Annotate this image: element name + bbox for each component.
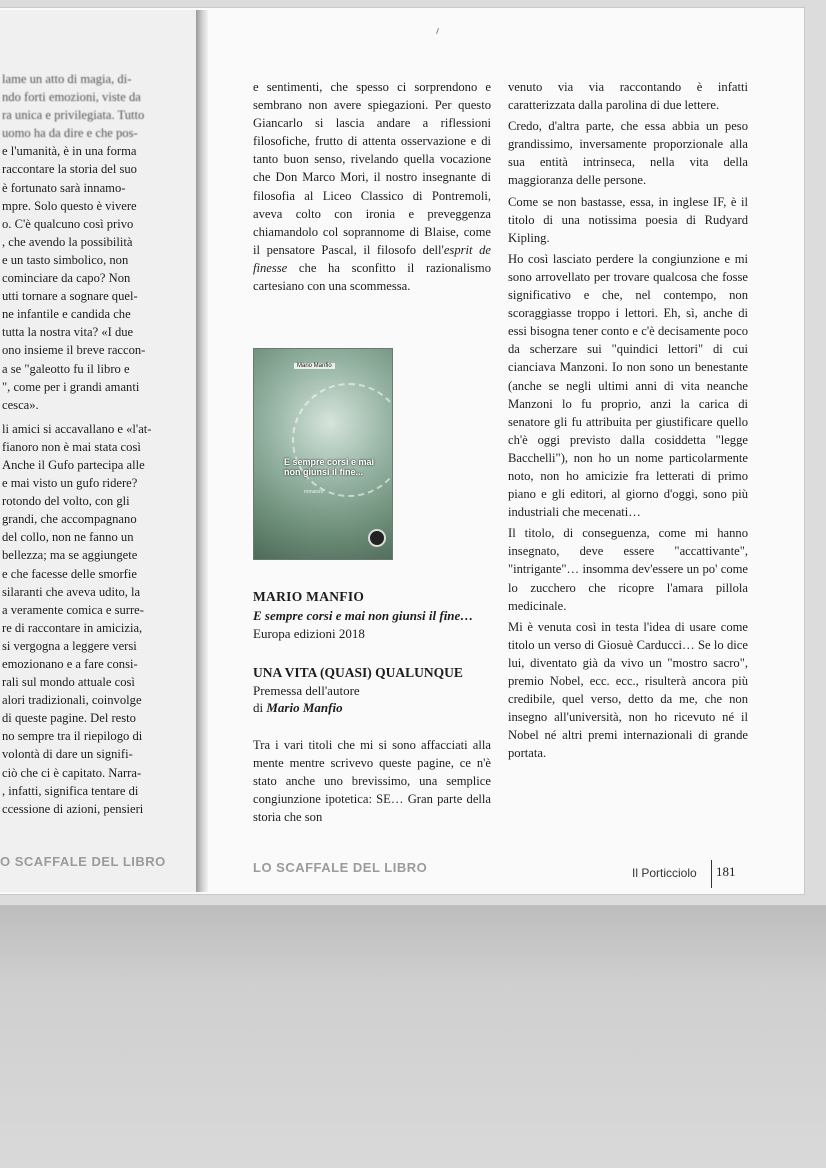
- left-column-line: ono insieme il breve raccon-: [2, 343, 146, 358]
- left-column-line: o. C'è qualcuno così privo: [2, 216, 134, 231]
- paragraph: Come se non bastasse, essa, in inglese IF, è il titolo di una notissima poesia di Rudyard Kipling.: [508, 194, 748, 245]
- left-column-line: emozionano e a fare consi-: [2, 657, 138, 671]
- left-column-line: rali sul mondo attuale così: [2, 675, 135, 690]
- page-number: 181: [716, 864, 736, 879]
- left-column-line: si vergogna a leggere versi: [2, 638, 137, 653]
- page-gutter: [196, 10, 208, 892]
- left-column-line: ndo forti emozioni, viste da: [2, 90, 141, 105]
- middle-column-text-2: [253, 736, 491, 829]
- middle-column-text: [253, 78, 491, 298]
- section-subtitle: Premessa dell'autore: [253, 683, 360, 698]
- left-column-line: ne infantile e candida che: [2, 307, 131, 322]
- section-byline: di Mario Manfio: [253, 700, 343, 715]
- left-column-line: rotondo del volto, con gli: [2, 494, 130, 509]
- left-column-text: [2, 70, 196, 818]
- book-cover-image: [253, 348, 393, 560]
- left-column-line: ccessione di azioni, pensieri: [2, 801, 144, 816]
- publisher-logo-icon: [368, 529, 386, 547]
- left-column-line: lame un atto di magia, di-: [2, 72, 132, 86]
- left-column-line: Anche il Gufo partecipa alle: [2, 457, 145, 472]
- right-column-text: [508, 78, 748, 765]
- left-column-line: del collo, non ne fanno un: [2, 530, 134, 545]
- left-column-line: cesca».: [2, 397, 39, 412]
- left-column-line: re di raccontare in amicizia,: [2, 620, 143, 635]
- footer-divider: [711, 860, 712, 888]
- left-column-line: e mai visto un gufo ridere?: [2, 476, 138, 491]
- cover-clock-graphic: [292, 383, 393, 497]
- book-author: MARIO MANFIO: [253, 589, 365, 604]
- left-column-line: utti tornare a sognare quel-: [2, 289, 138, 304]
- left-column-line: bellezza; ma se aggiungete: [2, 548, 138, 563]
- left-column-line: , che avendo la possibilità: [2, 234, 133, 249]
- cover-subtitle: romanzo: [304, 489, 324, 495]
- section-title: UNA VITA (QUASI) QUALUNQUE: [253, 665, 463, 680]
- footer-magazine-name: Il Porticciolo: [632, 866, 697, 880]
- left-column-line: fianoro non è mai stata così: [2, 439, 141, 454]
- left-column-line: uomo ha da dire e che pos-: [2, 126, 138, 141]
- left-column-line: li amici si accavallano e «l'at-: [2, 421, 152, 436]
- book-title: E sempre corsi e mai non giunsi il fine…: [253, 608, 474, 623]
- paragraph: Mi è venuta così in testa l'idea di usare come titolo un verso di Giosuè Carducci… Se lo dice lui, diventato già da vivo un "mostro sacro", premio Nobel, ecc. ecc., risulterà ancora più credibile, quel verso, detto da me, che non insegno all'università, non ho ricevuto né il Nobel né altri premi internazionali di grande portata.: [508, 619, 748, 761]
- left-column-line: tutta la nostra vita? «I due: [2, 325, 134, 340]
- left-column-line: volontà di dare un signifi-: [2, 747, 133, 762]
- background-surface: [0, 905, 826, 1168]
- paragraph: Ho così lasciato perdere la congiunzione e mi sono arrovellato per trovare qualcosa che fosse significativo e che, nel contempo, non scoraggiasse troppo i lettori. Eh, sì, anche di essi bisogna tener conto e c'è decisamente poco da scherzare sui "quindici lettori" di cui cianciava Manzoni. Io non sono un benestante (anche se negli ultimi anni di vita neanche Manzoni lo fu proprio, anzi la carica di senatore gli fu attribuita per giustificare quello ch'è oggi previsto dalla cosiddetta "legge Bacchelli"), non ho un nome particolarmente noto, non ho amicizie fra letterati di primo piano e gli editori, al giorno d'oggi, sono più industriali che mecenati…: [508, 251, 748, 520]
- left-column-line: no sempre tra il riepilogo di: [2, 729, 143, 744]
- cover-title: E sempre corsi e mai non giunsi il fine...: [284, 457, 375, 477]
- left-column-line: e l'umanità, è in una forma: [2, 144, 137, 159]
- paragraph: e sentimenti, che spesso ci sorprendono e sembrano non avere spiegazioni. Per questo Giancarlo si lascia andare a riflessioni filosofiche, frutto di attenta osservazione e di tanto buon senso, rivelando quella vocazione che Don Marco Mori, il nostro insegnante di filosofia al Liceo Classico di Pontremoli, aveva colto con ironia e preveggenza chiamandolo col soprannome di Blaise, come il pensatore Pascal, il filosofo dell'esprit de finesse che ha sconfitto il razionalismo cartesiano con una scommessa.: [253, 80, 491, 294]
- left-column-line: , infatti, significa tentare di: [2, 783, 139, 798]
- paragraph: Il titolo, di conseguenza, come mi hanno insegnato, deve essere "accattivante", "intrigante"… insomma dev'essere un po' come lo zucchero che ricopre l'amara pillola medicinale.: [508, 526, 748, 613]
- left-column-line: di queste pagine. Del resto: [2, 711, 136, 726]
- left-column-line: cominciare da capo? Non: [2, 271, 131, 286]
- left-column-line: e un tasto simbolico, non: [2, 252, 129, 267]
- footer-section-left: O SCAFFALE DEL LIBRO: [0, 854, 166, 869]
- left-column-line: grandi, che accompagnano: [2, 512, 137, 527]
- paragraph: Credo, d'altra parte, che essa abbia un peso grandissimo, inversamente proporzionale alla sua entità intrinseca, nella vita della maggioranza delle persone.: [508, 119, 748, 188]
- left-column-line: è fortunato sarà innamo-: [2, 180, 126, 195]
- paragraph: Tra i vari titoli che mi si sono affacciati alla mente mentre scrivevo queste pagine, ce n'è stato anche uno brevissimo, una semplice congiunzione ipotetica: SE… Gran parte della storia che son: [253, 738, 491, 825]
- left-column-line: a se "galeotto fu il libro e: [2, 361, 130, 376]
- paragraph: venuto via via raccontando è infatti caratterizzata dalla parolina di due lettere.: [508, 80, 748, 113]
- cover-author: Mario Manfio: [294, 363, 335, 369]
- left-column-line: a veramente comica e surre-: [2, 602, 144, 617]
- left-column-line: alori tradizionali, coinvolge: [2, 693, 142, 708]
- left-column-line: ", come per i grandi amanti: [2, 379, 140, 394]
- book-publisher: Europa edizioni 2018: [253, 626, 365, 641]
- left-column-line: silaranti che aveva udito, la: [2, 584, 141, 599]
- left-column-line: ciò che ci è capitato. Narra-: [2, 765, 142, 780]
- left-column-line: mpre. Solo questo è vivere: [2, 198, 137, 213]
- left-column-line: e che facesse delle smorfie: [2, 566, 137, 581]
- left-column-line: raccontare la storia del suo: [2, 162, 137, 177]
- left-column-line: ra unica e privilegiata. Tutto: [2, 108, 145, 123]
- footer-section: LO SCAFFALE DEL LIBRO: [253, 860, 428, 875]
